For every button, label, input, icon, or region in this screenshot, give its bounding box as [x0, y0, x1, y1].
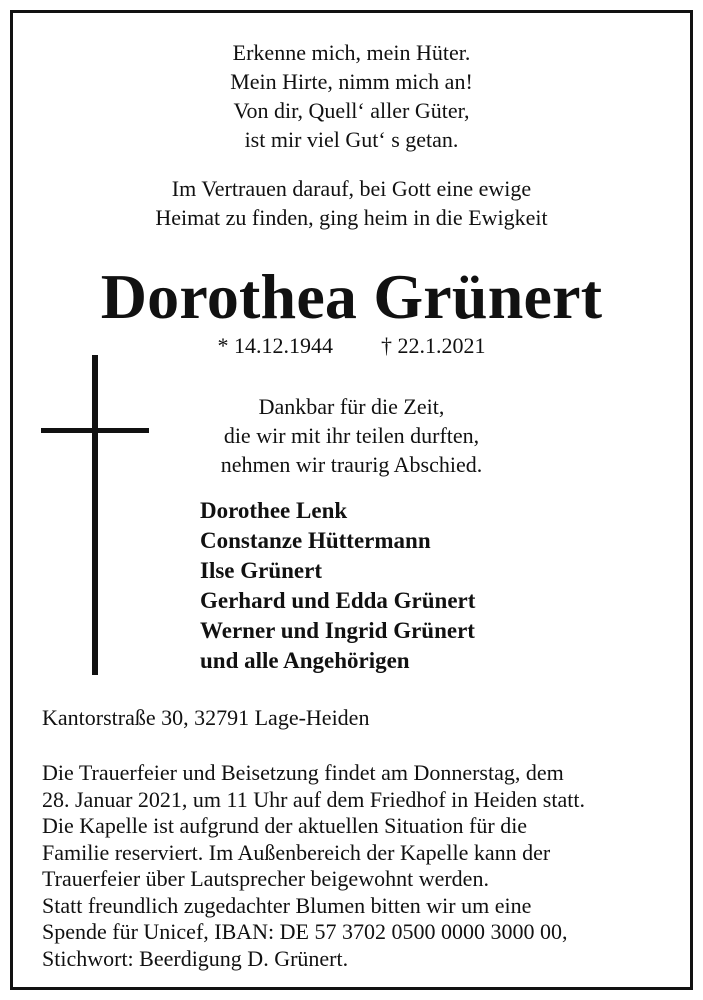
cross-icon — [92, 355, 98, 675]
hymn-line: Erkenne mich, mein Hüter. — [232, 40, 471, 65]
death-date: † 22.1.2021 — [381, 333, 486, 358]
family-address: Kantorstraße 30, 32791 Lage-Heiden — [42, 705, 370, 730]
mourners-list — [200, 496, 475, 676]
info-line: 28. Januar 2021, um 11 Uhr auf dem Friedhof in Heiden statt. — [42, 786, 585, 812]
info-line: Die Kapelle ist aufgrund der aktuellen Situation für die — [42, 813, 528, 838]
thanks-line: nehmen wir traurig Abschied. — [220, 452, 483, 477]
mourner-name: Gerhard und Edda Grünert — [200, 588, 476, 613]
info-line: Die Trauerfeier und Beisetzung findet am Donnerstag, dem — [42, 760, 564, 785]
life-dates — [0, 332, 703, 360]
mourner-name: Ilse Grünert — [200, 558, 323, 583]
mourner-name: Werner und Ingrid Grünert — [200, 618, 475, 643]
thanks-text — [150, 392, 553, 479]
deceased-name: Dorothea Grünert — [100, 261, 603, 332]
intro-text — [0, 174, 703, 232]
intro-line: Im Vertrauen darauf, bei Gott eine ewige — [171, 176, 532, 201]
hymn-line: ist mir viel Gut‘ s getan. — [244, 127, 459, 152]
hymn-line: Von dir, Quell‘ aller Güter, — [233, 98, 470, 123]
info-line: Trauerfeier über Lautsprecher beigewohnt werden. — [42, 866, 489, 891]
birth-date: * 14.12.1944 — [217, 333, 333, 358]
funeral-info — [42, 760, 585, 972]
mourner-name: Constanze Hüttermann — [200, 528, 431, 553]
info-line: Statt freundlich zugedachter Blumen bitten wir um eine — [42, 892, 532, 918]
intro-line: Heimat zu finden, ging heim in die Ewigkeit — [155, 205, 548, 230]
thanks-line: Dankbar für die Zeit, — [258, 394, 445, 419]
thanks-line: die wir mit ihr teilen durften, — [223, 423, 480, 448]
mourner-name: Dorothee Lenk — [200, 498, 348, 523]
cross-icon-bar — [41, 428, 149, 433]
info-line: Stichwort: Beerdigung D. Grünert. — [42, 945, 349, 971]
hymn-line: Mein Hirte, nimm mich an! — [230, 69, 473, 94]
info-line: Familie reserviert. Im Außenbereich der Kapelle kann der — [42, 839, 551, 865]
info-line: Spende für Unicef, IBAN: DE 57 3702 0500 0000 3000 00, — [42, 919, 568, 944]
hymn-verse — [0, 38, 703, 154]
mourner-name: und alle Angehörigen — [200, 648, 410, 673]
